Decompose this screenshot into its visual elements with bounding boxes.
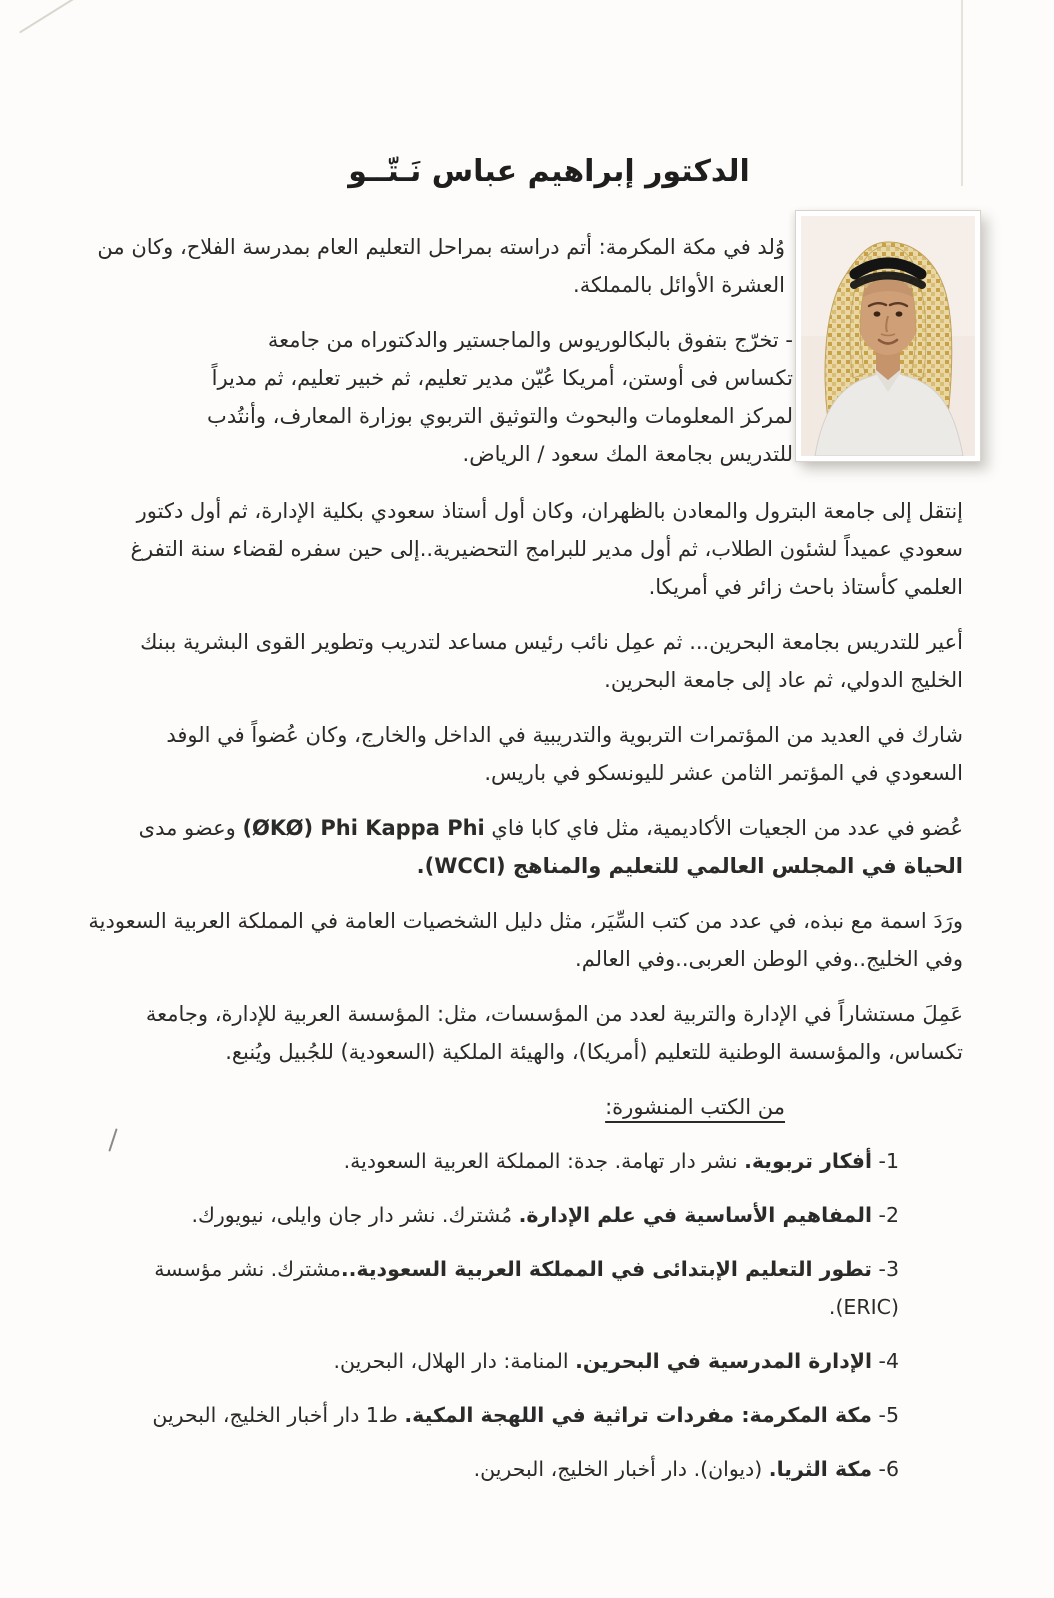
book-publisher: ط1 دار أخبار الخليج، البحرين	[152, 1403, 405, 1427]
book-publisher: مُشترك. نشر دار جان وايلى، نيويورك.	[191, 1203, 519, 1227]
paragraph-degrees-ministry: - تخرّج بتفوق بالبكالوريوس والماجستير والدكتوراه من جامعة تكساس فى أوستن، أمريكا عُيّن مدير تعليم، ثم خبير تعليم، ثم مديراً لمركز المعلومات والبحوث والتوثيق التربوي بوزارة المعارف، وأنتُدب للتدريس بجامعة المك سعود / الرياض.	[207, 328, 793, 466]
document-body	[85, 0, 963, 1504]
published-books-heading: من الكتب المنشورة:	[605, 1095, 785, 1119]
book-publisher: (ديوان). دار أخبار الخليج، البحرين.	[473, 1457, 769, 1481]
book-title: أفكار تربوية.	[744, 1149, 873, 1173]
paragraph-conferences-unesco: شارك في العديد من المؤتمرات التربوية والتدريبية في الداخل والخارج، وكان عُضواً في الوفد السعودي في المؤتمر الثامن عشر لليونسكو في باريس.	[166, 723, 963, 785]
book-title: مكة المكرمة: مفردات تراثية في اللهجة المكية.	[404, 1403, 873, 1427]
phi-kappa-phi-label: (ØKØ) Phi Kappa Phi	[242, 816, 485, 840]
book-number: 4-	[878, 1349, 899, 1373]
paragraph-consulting-work: عَمِلَ مستشاراً في الإدارة والتربية لعدد من المؤسسات، مثل: المؤسسة العربية للإدارة، وجامعة تكساس، والمؤسسة الوطنية للتعليم (أمريكا)، والهيئة الملكية (السعودية) للجُبيل ويُنبع.	[145, 1002, 963, 1064]
wcci-acronym-label: (WCCI)	[424, 854, 506, 878]
book-title: مكة الثريا.	[768, 1457, 873, 1481]
book-item-3	[125, 1250, 899, 1326]
book-publisher: نشر دار تهامة. جدة: المملكة العربية السعودية.	[343, 1149, 745, 1173]
paragraph-birth-education: وُلد في مكة المكرمة: أتم دراسته بمراحل التعليم العام بمدرسة الفلاح، وكان من العشرة الأوائل بالمملكة.	[97, 235, 785, 297]
scan-artifact-line	[19, 0, 83, 33]
wcci-council-text: الحياة في المجلس العالمي للتعليم والمناهج	[505, 854, 963, 878]
paragraph-academic-memberships	[85, 809, 963, 885]
paragraph-bahrain-secondment: أعير للتدريس بجامعة البحرين... ثم عمِل نائب رئيس مساعد لتدريب وتطوير القوى البشرية ببنك الخليج الدولي، ثم عاد إلى جامعة البحرين.	[140, 630, 963, 692]
book-title: المفاهيم الأساسية في علم الإدارة.	[518, 1203, 873, 1227]
book-number: 6-	[878, 1457, 899, 1481]
book-item-2	[125, 1196, 899, 1234]
book-publisher: مشترك. نشر مؤسسة ‪(ERIC)‬.	[154, 1257, 899, 1319]
paragraph-petroleum-university: إنتقل إلى جامعة البترول والمعادن بالظهران، وكان أول أستاذ سعودي بكلية الإدارة، ثم أول دكتور سعودي عميداً لشئون الطلاب، ثم أول مدير للبرامج التحضيرية..إلى حين سفره لقضاء سنة التفرغ العلمي كأستاذ باحث زائر في أمريكا.	[130, 499, 963, 599]
book-item-4	[125, 1342, 899, 1380]
book-title: تطور التعليم الإبتدائى في المملكة العربية السعودية..	[340, 1257, 873, 1281]
book-item-6	[125, 1450, 899, 1488]
book-number: 3-	[878, 1257, 899, 1281]
membership-text-lead: عُضو في عدد من الجعيات الأكاديمية، مثل فاي كابا فاي	[484, 816, 963, 840]
book-number: 2-	[878, 1203, 899, 1227]
book-title: الإدارة المدرسية في البحرين.	[575, 1349, 873, 1373]
page-title: الدكتور إبراهيم عباس نَـتّــو	[348, 154, 750, 189]
book-number: 1-	[878, 1149, 899, 1173]
paragraph-whos-who-listings: ورَدَ اسمة مع نبذه، في عدد من كتب السِّيَر، مثل دليل الشخصيات العامة في المملكة العربية السعودية وفي الخليج..وفي الوطن العربى..وفي العالم.	[88, 909, 963, 971]
book-number: 5-	[878, 1403, 899, 1427]
membership-text-mid: وعضو مدى	[138, 816, 243, 840]
book-item-5	[125, 1396, 899, 1434]
membership-text-tail: .	[416, 854, 425, 878]
book-item-1	[125, 1142, 899, 1180]
book-publisher: المنامة: دار الهلال، البحرين.	[333, 1349, 576, 1373]
